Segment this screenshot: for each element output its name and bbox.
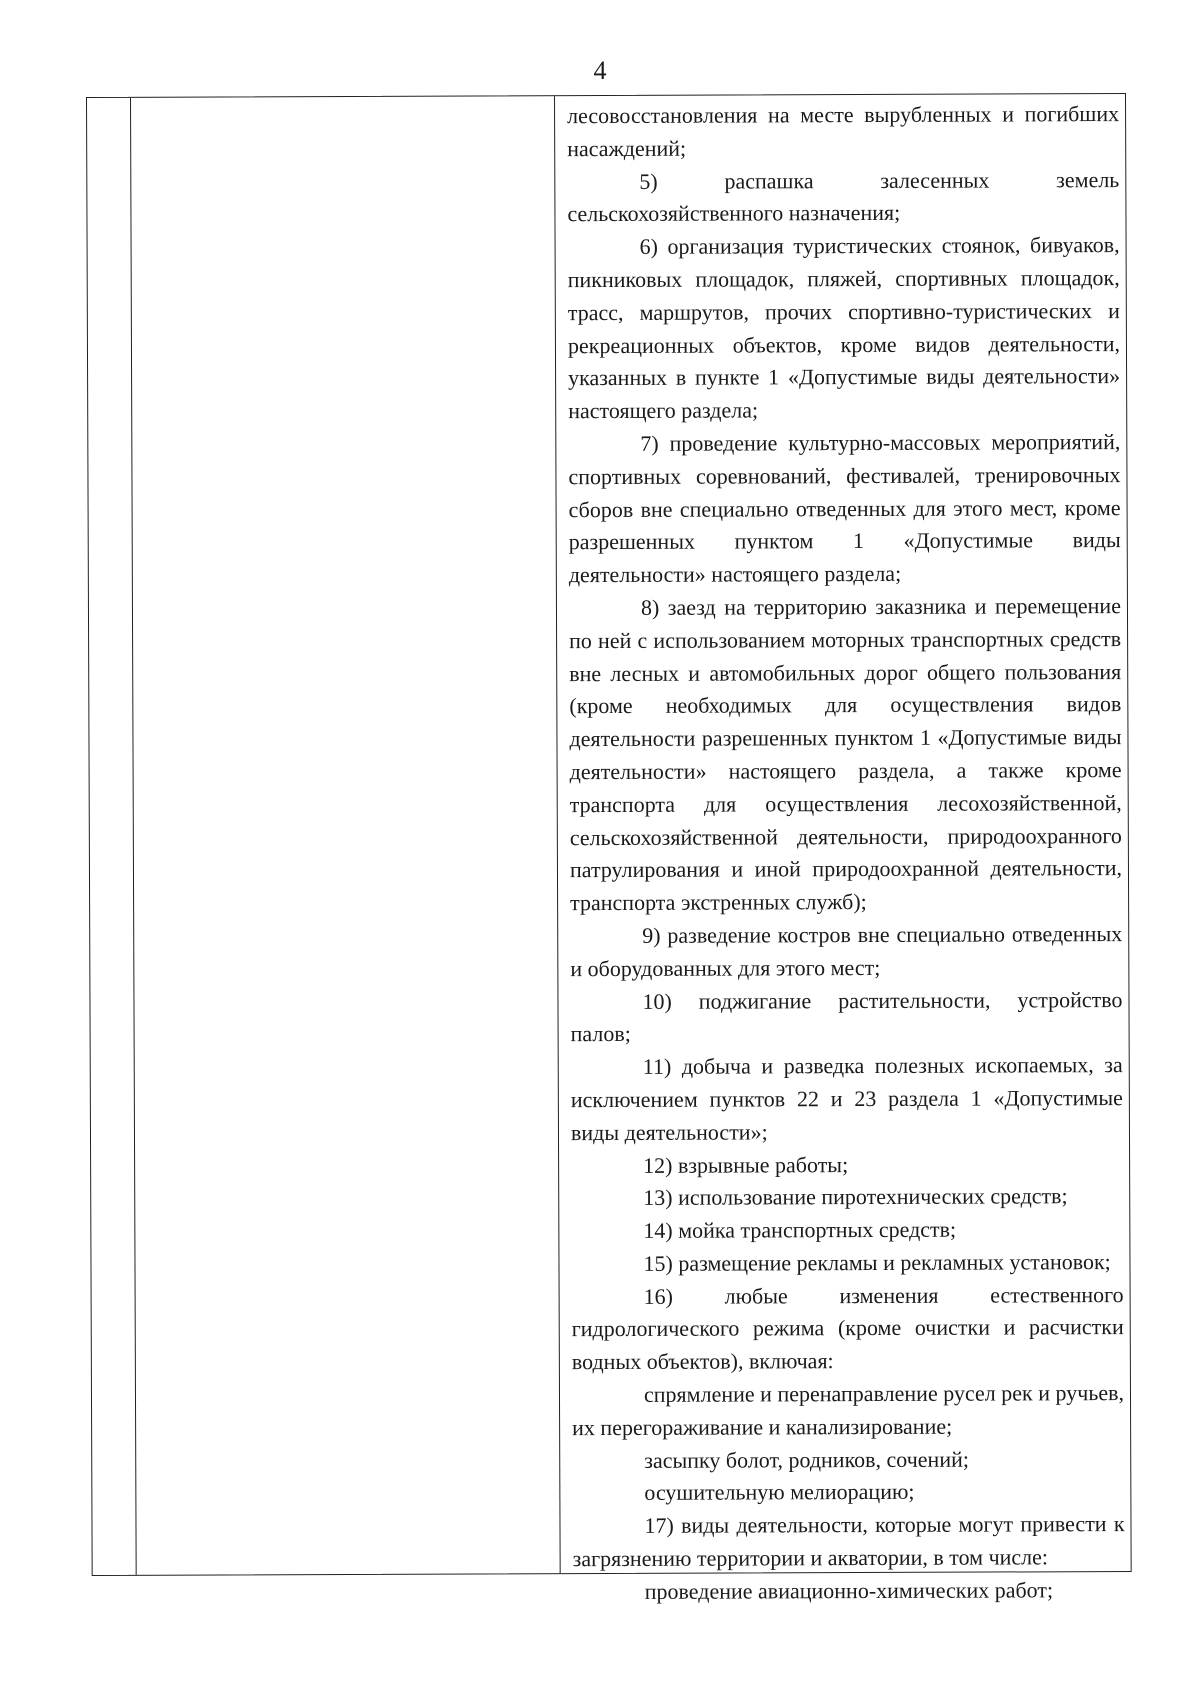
paragraph-item-13: 13) использование пиротехнических средств; — [643, 1183, 1068, 1211]
page-number: 4 — [593, 56, 607, 85]
document-table — [86, 93, 1132, 1604]
paragraph-subitem: спрямление и перенаправление русел рек и ручьев, их перегораживание и канализирование; — [572, 1380, 1125, 1441]
paragraph-item-14: 14) мойка транспортных средств; — [643, 1216, 957, 1243]
paragraph-item-15: 15) размещение рекламы и рекламных установок; — [643, 1248, 1111, 1276]
paragraph-item-8: 8) заезд на территорию заказника и перемещение по ней с использованием моторных транспортных средств вне лесных и автомобильных дорог общего пользования (кроме необходимых для осуществления видов деятельности разрешенных пунктом 1 «Допустимые виды деятельности» настоящего раздела, а также кроме транспорта для осуществления лесохозяйственной, сельскохозяйственной деятельности, природоохранного патрулирования и иной природоохранной деятельности, транспорта экстренных служб); — [569, 592, 1123, 916]
paragraph-item-11: 11) добыча и разведка полезных ископаемых, за исключением пунктов 22 и 23 раздела 1 «Допустимые виды деятельности»; — [570, 1052, 1123, 1145]
paragraph-item-7: 7) проведение культурно-массовых мероприятий, спортивных соревнований, фестивалей, тренировочных сборов вне специально отведенных для этого мест, кроме разрешенных пунктом 1 «Допустимые виды деятельности» настоящего раздела; — [568, 428, 1121, 588]
paragraph-subitem: осушительную мелиорацию; — [644, 1479, 915, 1506]
table-column-number — [87, 98, 137, 1575]
paragraph-item-6: 6) организация туристических стоянок, бивуаков, пикниковых площадок, пляжей, спортивных площадок, трасс, маршрутов, прочих спортивно-туристических и рекреационных объектов, кроме видов деятельности, указанных в пункте 1 «Допустимые виды деятельности» настоящего раздела; — [567, 232, 1121, 424]
paragraph-item-10: 10) поджигание растительности, устройство палов; — [570, 986, 1123, 1047]
paragraph-subitem: проведение авиационно-химических работ; — [644, 1577, 1054, 1604]
paragraph-item-9: 9) разведение костров вне специально отведенных и оборудованных для этого мест; — [570, 920, 1123, 981]
paragraph-continuation: лесовосстановления на месте вырубленных и погибших насаждений; — [567, 101, 1120, 161]
paragraph-item-16: 16) любые изменения естественного гидрологического режима (кроме очистки и расчистки водных объектов), включая: — [571, 1281, 1124, 1375]
table-column-category — [131, 96, 561, 1575]
paragraph-item-17: 17) виды деятельности, которые могут привести к загрязнению территории и акватории, в том числе: — [572, 1511, 1125, 1572]
table-column-description — [555, 94, 1131, 1604]
paragraph-item-12: 12) взрывные работы; — [643, 1151, 849, 1178]
paragraph-subitem: засыпку болот, родников, сочений; — [644, 1446, 970, 1473]
paragraph-item-5: 5) распашка залесенных земель сельскохозяйственного назначения; — [567, 166, 1120, 227]
